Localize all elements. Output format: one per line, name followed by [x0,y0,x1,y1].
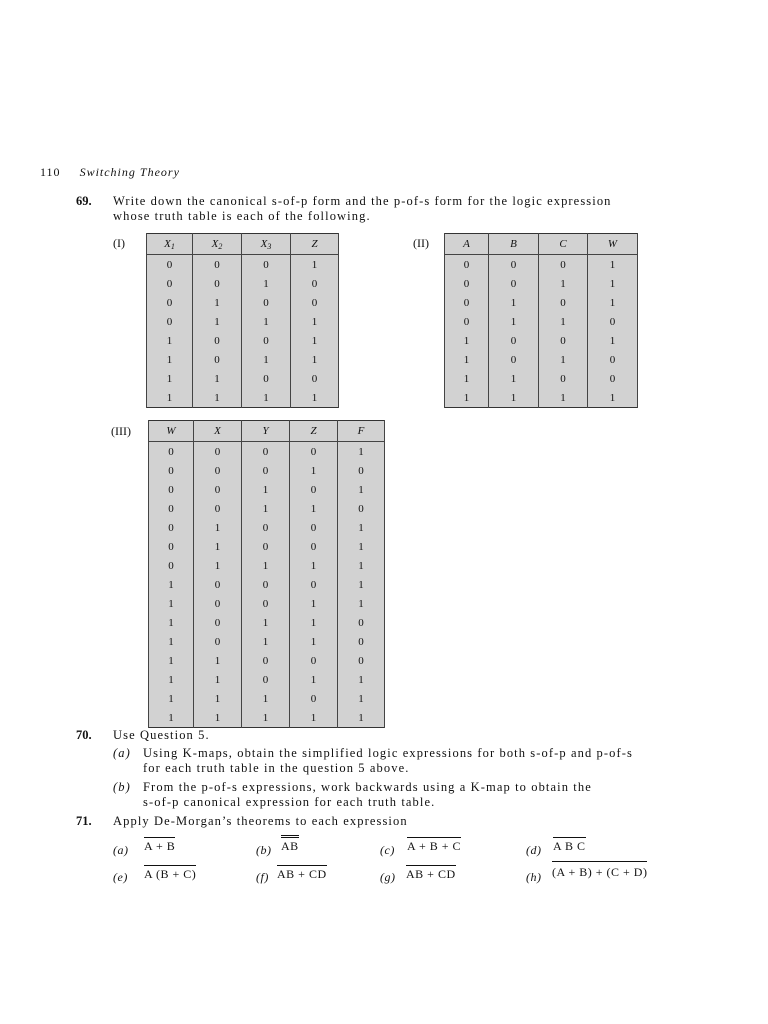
table-cell: 1 [193,369,242,388]
table-cell: 1 [242,388,291,408]
column-header-subscript: 1 [170,241,175,251]
column-header [489,234,539,255]
item-e-expr [144,867,196,882]
table-cell: 1 [291,312,339,331]
question-69-text [113,194,612,224]
table-cell: 1 [149,708,194,728]
table-cell: 1 [242,632,290,651]
table-header-row [147,234,339,255]
item-a-expression: A + B [144,839,176,853]
table-cell: 1 [338,670,385,689]
table-cell: 1 [445,369,489,388]
table-cell: 0 [290,518,338,537]
table-cell: 1 [242,274,291,293]
table-cell: 1 [149,670,194,689]
column-header-variable: F [357,425,365,437]
column-header [539,234,588,255]
table-cell: 1 [149,594,194,613]
part-a-label: (a) [113,746,131,760]
table-cell: 0 [539,331,588,350]
table-cell: 0 [242,518,290,537]
item-f-label: (f) [256,870,269,884]
table-cell: 1 [290,670,338,689]
table-cell: 1 [489,388,539,408]
table-cell: 1 [242,480,290,499]
table-cell: 1 [291,331,339,350]
table-cell: 1 [539,388,588,408]
column-header-subscript: 2 [218,241,223,251]
table-cell: 1 [445,350,489,369]
table-row [149,556,385,575]
column-header [291,234,339,255]
table-cell: 0 [242,331,291,350]
table-cell: 0 [242,594,290,613]
column-header [338,421,385,442]
table-cell: 0 [588,350,638,369]
table-cell: 1 [147,350,193,369]
table-row [149,689,385,708]
table-row [149,442,385,462]
question-71-text: Apply De-Morgan’s theorems to each expression [113,814,408,828]
table-cell: 1 [338,442,385,462]
part-a-line2: for each truth table in the question 5 above. [143,761,410,775]
column-header [149,421,194,442]
table-row [149,537,385,556]
table-cell: 1 [290,632,338,651]
table-cell: 1 [338,575,385,594]
table-row [445,350,638,369]
table-3-label: (III) [111,424,131,438]
table-row [445,312,638,331]
table-cell: 1 [194,556,242,575]
part-b-label: (b) [113,780,131,794]
table-cell: 0 [291,274,339,293]
column-header-variable: X [260,237,268,250]
item-c-expression: A + B + C [407,839,462,853]
part-b-text [143,780,592,810]
table-cell: 0 [338,461,385,480]
table-cell: 0 [193,255,242,275]
table-cell: 1 [194,651,242,670]
table-cell: 1 [194,537,242,556]
question-number-69: 69. [76,194,92,208]
table-row [149,499,385,518]
table-row [445,293,638,312]
column-header [290,421,338,442]
table-row [147,293,339,312]
table-cell: 0 [149,442,194,462]
table-cell: 1 [338,594,385,613]
table-cell: 1 [290,556,338,575]
table-cell: 0 [338,613,385,632]
table-row [149,480,385,499]
table-cell: 0 [242,537,290,556]
table-cell: 1 [338,689,385,708]
table-cell: 1 [489,369,539,388]
table-cell: 1 [588,255,638,275]
table-cell: 1 [149,632,194,651]
table-cell: 1 [291,388,339,408]
table-cell: 0 [445,255,489,275]
table-cell: 0 [193,350,242,369]
truth-table-3 [148,420,385,728]
column-header-variable: X [211,237,219,250]
table-cell: 0 [147,274,193,293]
table-cell: 0 [242,461,290,480]
item-f-expression: AB + CD [277,867,327,881]
table-1-label: (I) [113,236,125,250]
column-header-variable: X [164,237,171,250]
table-cell: 0 [194,499,242,518]
table-row [149,632,385,651]
truth-table-1 [146,233,339,408]
table-cell: 1 [338,518,385,537]
column-header [194,421,242,442]
item-e-expression: A (B + C) [144,867,197,881]
table-cell: 1 [338,556,385,575]
table-row [147,369,339,388]
item-b-expr [281,839,299,854]
table-cell: 0 [193,274,242,293]
item-h-label: (h) [526,870,542,884]
question-69-line2: whose truth table is each of the following. [113,209,371,223]
table-cell: 0 [489,274,539,293]
table-row [149,594,385,613]
table-cell: 0 [539,293,588,312]
table-cell: 1 [338,537,385,556]
question-number-71: 71. [76,814,92,828]
table-cell: 1 [290,499,338,518]
table-row [149,613,385,632]
table-cell: 0 [149,461,194,480]
question-69-line1: Write down the canonical s-of-p form and the p-of-s form for the logic expression [113,194,612,208]
table-row [147,331,339,350]
table-cell: 0 [242,442,290,462]
table-cell: 0 [445,312,489,331]
column-header [193,234,242,255]
table-cell: 0 [290,537,338,556]
table-cell: 0 [147,293,193,312]
table-cell: 1 [147,388,193,408]
table-cell: 1 [194,689,242,708]
table-cell: 0 [149,518,194,537]
table-cell: 1 [147,369,193,388]
column-header-variable: B [510,238,517,250]
table-cell: 0 [291,293,339,312]
item-d-label: (d) [526,843,542,857]
table-cell: 1 [489,312,539,331]
table-cell: 0 [489,331,539,350]
item-g-expression: AB + CD [406,867,456,881]
table-cell: 0 [194,461,242,480]
table-cell: 1 [193,388,242,408]
table-cell: 0 [194,594,242,613]
table-row [445,255,638,275]
table-cell: 0 [445,293,489,312]
table-cell: 0 [290,651,338,670]
table-cell: 0 [242,575,290,594]
table-cell: 1 [539,312,588,331]
table-cell: 0 [242,255,291,275]
item-h-expr [552,865,647,880]
table-cell: 0 [147,255,193,275]
table-cell: 0 [539,369,588,388]
table-row [445,388,638,408]
table-cell: 1 [290,461,338,480]
part-a-text [143,746,633,776]
table-cell: 0 [242,651,290,670]
table-cell: 1 [242,613,290,632]
column-header-variable: Y [262,425,269,437]
table-cell: 0 [242,369,291,388]
table-cell: 1 [445,388,489,408]
table-cell: 1 [291,350,339,369]
table-cell: 0 [194,613,242,632]
table-cell: 1 [242,312,291,331]
table-cell: 0 [338,632,385,651]
table-cell: 1 [489,293,539,312]
table-cell: 1 [588,388,638,408]
question-70-text: Use Question 5. [113,728,210,742]
table-cell: 0 [242,293,291,312]
item-g-expr [406,867,456,882]
table-cell: 1 [290,708,338,728]
table-row [147,350,339,369]
table-cell: 0 [147,312,193,331]
table-cell: 1 [242,556,290,575]
table-cell: 0 [489,255,539,275]
table-row [149,575,385,594]
table-cell: 1 [149,613,194,632]
item-h-expression: (A + B) + (C + D) [552,861,647,879]
column-header [242,421,290,442]
item-b-expression: AB [281,835,299,853]
column-header [445,234,489,255]
table-cell: 0 [149,499,194,518]
table-cell: 0 [242,670,290,689]
column-header-variable: Z [311,238,318,250]
truth-table-2 [444,233,638,408]
column-header-variable: W [607,238,618,250]
page-number: 110 [40,165,61,179]
table-row [445,274,638,293]
table-cell: 0 [194,575,242,594]
table-row [445,331,638,350]
item-a-label: (a) [113,843,129,857]
table-row [147,312,339,331]
table-cell: 0 [489,350,539,369]
table-cell: 1 [588,331,638,350]
table-cell: 1 [242,708,290,728]
column-header-variable: W [166,425,176,437]
item-c-expr [407,839,461,854]
table-row [149,670,385,689]
table-row [147,255,339,275]
table-cell: 1 [193,312,242,331]
table-cell: 1 [539,274,588,293]
table-cell: 1 [149,575,194,594]
table-cell: 1 [291,255,339,275]
table-cell: 0 [588,369,638,388]
part-a-line1: Using K-maps, obtain the simplified logic expressions for both s-of-p and p-of-s [143,746,634,760]
item-c-label: (c) [380,843,395,857]
table-cell: 0 [445,274,489,293]
table-cell: 1 [194,518,242,537]
question-number-70: 70. [76,728,92,742]
table-cell: 0 [193,331,242,350]
table-cell: 1 [290,613,338,632]
table-cell: 0 [290,575,338,594]
table-cell: 1 [588,274,638,293]
table-cell: 1 [149,651,194,670]
table-cell: 0 [290,689,338,708]
table-cell: 1 [242,499,290,518]
column-header [147,234,193,255]
item-b-label: (b) [256,843,272,857]
table-cell: 0 [149,480,194,499]
table-2-label: (II) [413,236,429,250]
table-cell: 0 [149,537,194,556]
part-b-line2: s-of-p canonical expression for each truth table. [143,795,436,809]
table-cell: 1 [242,350,291,369]
table-cell: 1 [588,293,638,312]
table-row [147,274,339,293]
item-e-label: (e) [113,870,128,884]
item-d-expression: A B C [553,839,586,853]
table-cell: 0 [194,632,242,651]
table-cell: 0 [290,480,338,499]
table-cell: 0 [290,442,338,462]
running-head: Switching Theory [79,165,180,179]
table-cell: 0 [588,312,638,331]
item-a-expr [144,839,175,854]
table-row [149,651,385,670]
table-cell: 1 [147,331,193,350]
item-d-expr [553,839,586,854]
table-cell: 1 [539,350,588,369]
table-cell: 1 [149,689,194,708]
table-cell: 1 [445,331,489,350]
column-header-variable: A [463,238,470,250]
table-cell: 0 [338,499,385,518]
table-cell: 0 [291,369,339,388]
table-row [445,369,638,388]
column-header-variable: X [214,425,221,437]
column-header [242,234,291,255]
column-header-variable: C [559,238,567,250]
table-cell: 1 [194,670,242,689]
table-header-row [149,421,385,442]
table-cell: 1 [338,708,385,728]
table-cell: 1 [290,594,338,613]
table-cell: 0 [194,442,242,462]
table-cell: 1 [194,708,242,728]
column-header-subscript: 3 [267,241,272,251]
table-cell: 0 [149,556,194,575]
item-g-label: (g) [380,870,396,884]
table-row [149,461,385,480]
item-f-expr [277,867,327,882]
table-cell: 0 [539,255,588,275]
table-cell: 0 [194,480,242,499]
table-header-row [445,234,638,255]
part-b-line1: From the p-of-s expressions, work backwards using a K-map to obtain the [143,780,592,794]
table-cell: 0 [338,651,385,670]
table-cell: 1 [338,480,385,499]
column-header-variable: Z [310,425,317,437]
column-header [588,234,638,255]
table-row [149,518,385,537]
table-row [149,708,385,728]
table-row [147,388,339,408]
table-cell: 1 [242,689,290,708]
running-header [40,165,180,180]
table-cell: 1 [193,293,242,312]
